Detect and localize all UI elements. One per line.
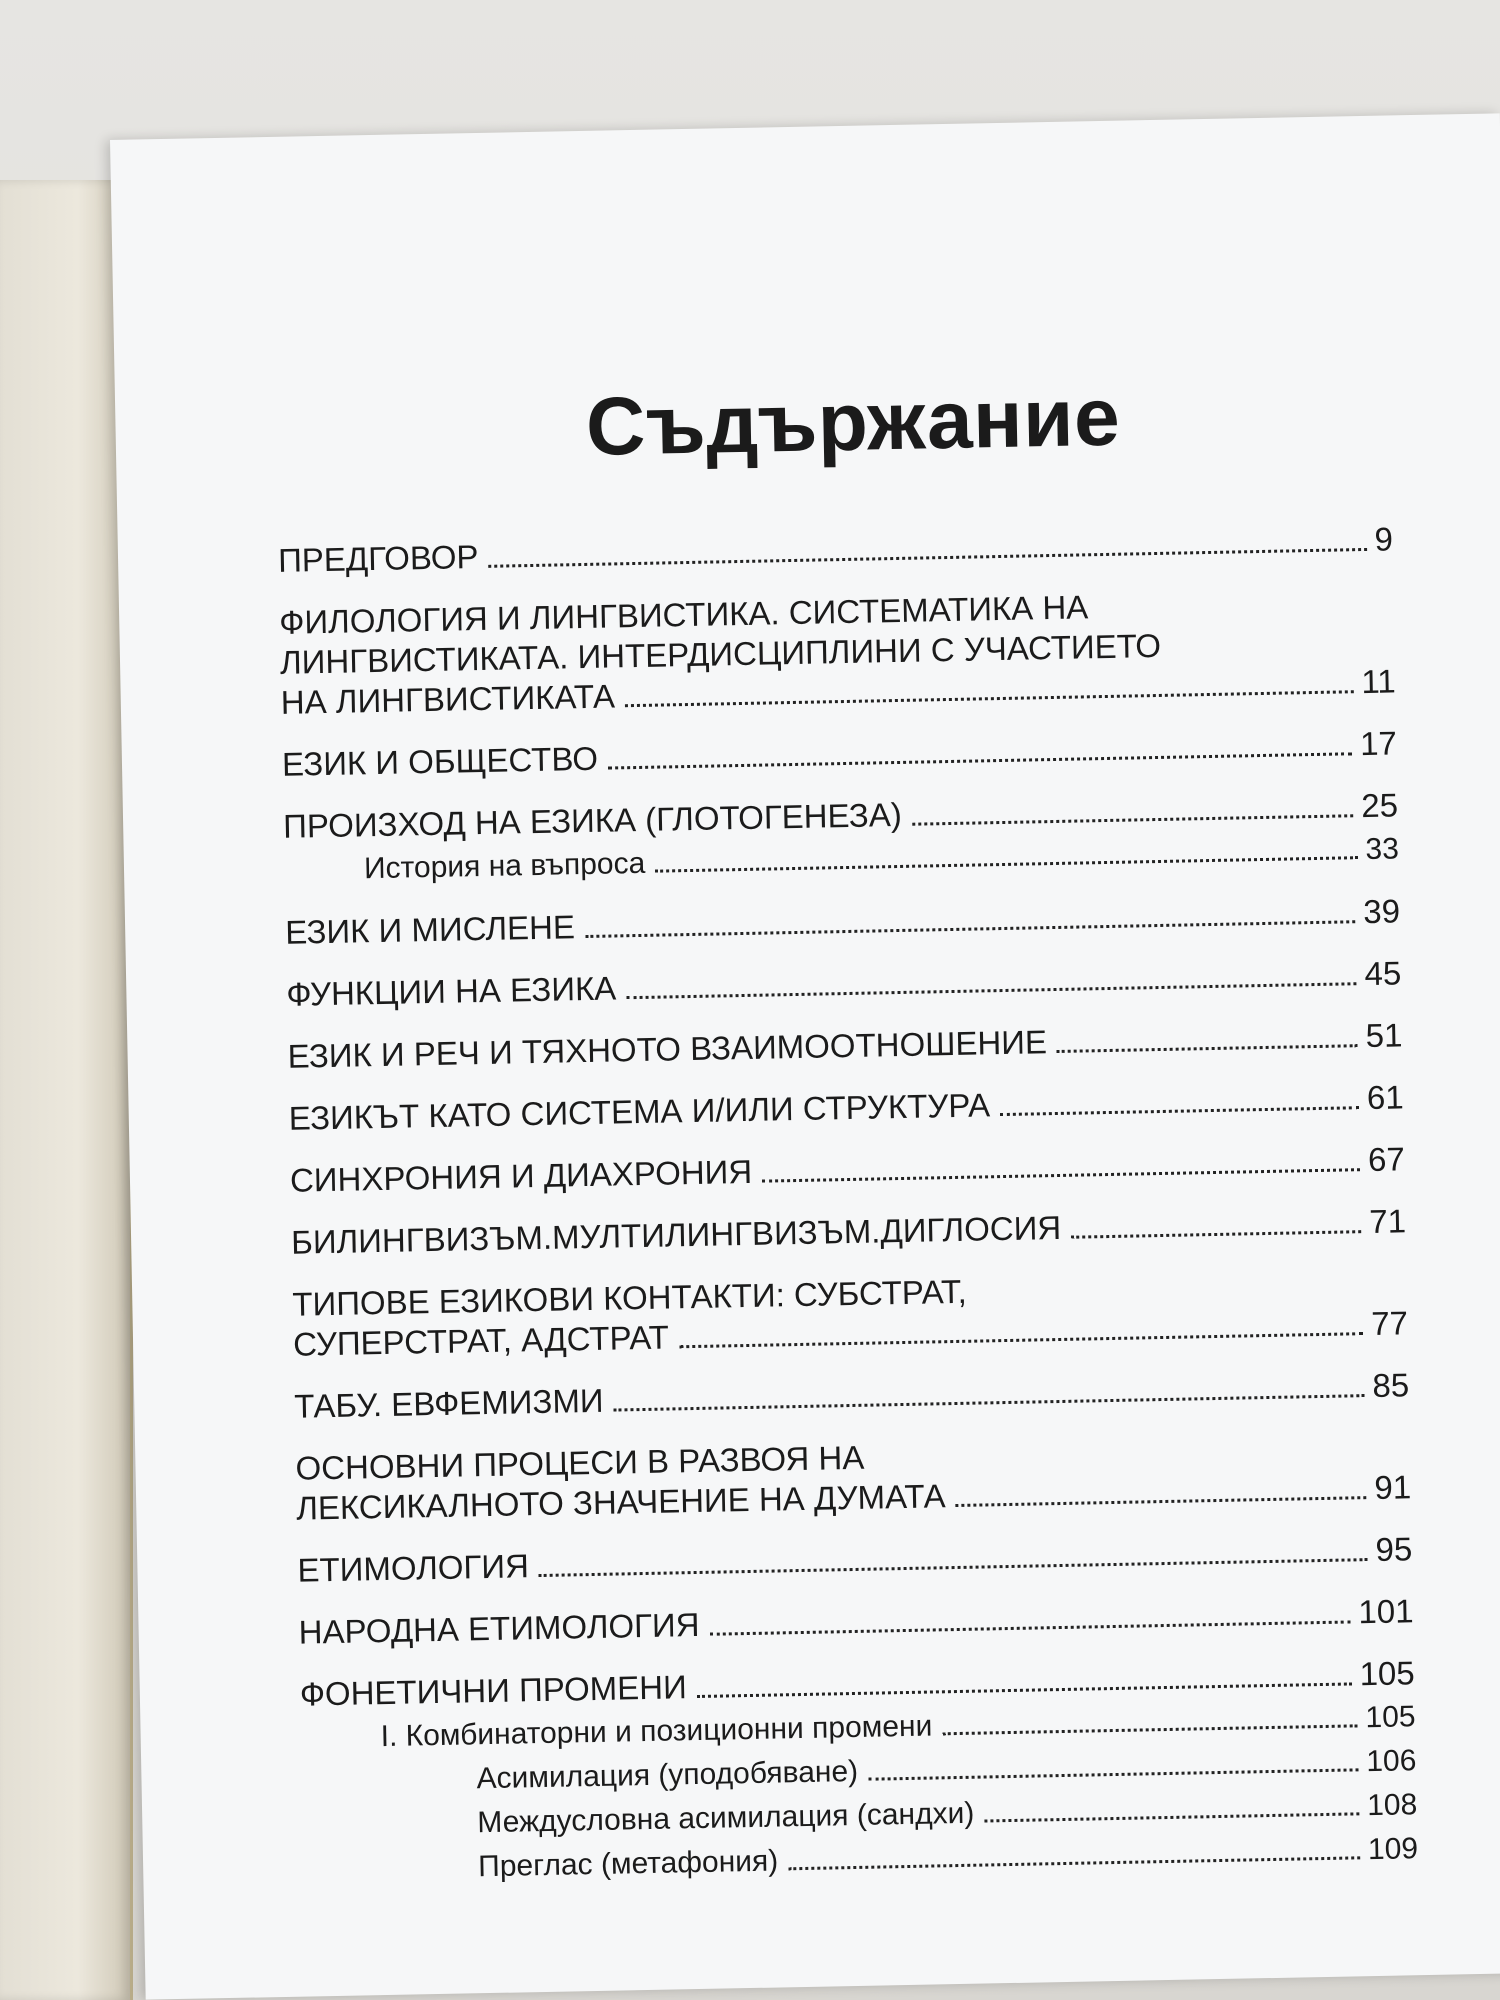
toc-entry <box>292 1263 1408 1364</box>
dot-leader <box>912 814 1354 825</box>
toc-entry <box>287 1015 1403 1076</box>
toc-page-number: 108 <box>1366 1788 1418 1823</box>
left-page-edge <box>0 180 133 2000</box>
toc-entry <box>286 953 1402 1014</box>
toc-entry-title-line: ТИПОВЕ ЕЗИКОВИ КОНТАКТИ: СУБСТРАТ, <box>292 1272 968 1323</box>
toc-entry-title: НА ЛИНГВИСТИКАТА <box>280 677 616 721</box>
toc-entry-row <box>282 723 1398 784</box>
toc-entry-title: История на въпроса <box>363 846 646 886</box>
toc-page-number: 105 <box>1365 1700 1416 1735</box>
toc-entry-title: БИЛИНГВИЗЪМ.МУЛТИЛИНГВИЗЪМ.ДИГЛОСИЯ <box>290 1208 1062 1261</box>
toc-entries <box>278 519 1419 1890</box>
toc-entry-title: ФУНКЦИИ НА ЕЗИКА <box>286 969 617 1013</box>
dot-leader <box>762 1168 1360 1182</box>
toc-entry-row <box>287 1015 1403 1076</box>
toc-page-number: 51 <box>1365 1016 1403 1055</box>
toc-entry-title: ЕЗИК И РЕЧ И ТЯХНОТО ВЗАИМООТНОШЕНИЕ <box>287 1023 1048 1075</box>
toc-page-number: 25 <box>1360 786 1399 825</box>
toc-page-number: 61 <box>1366 1078 1404 1117</box>
toc-page-number: 11 <box>1361 662 1396 701</box>
dot-leader <box>710 1620 1351 1635</box>
toc-entry-title: ЕЗИКЪТ КАТО СИСТЕМА И/ИЛИ СТРУКТУРА <box>288 1086 991 1137</box>
toc-page-number: 105 <box>1359 1654 1416 1693</box>
book-page <box>110 113 1500 1999</box>
dot-leader <box>942 1724 1357 1735</box>
dot-leader <box>489 548 1367 568</box>
dot-leader <box>539 1558 1368 1577</box>
toc-page-number: 33 <box>1365 832 1400 867</box>
toc-page-number: 17 <box>1359 724 1398 763</box>
toc-page-number: 95 <box>1375 1530 1413 1568</box>
toc-entry-title: ПРЕДГОВОР <box>277 538 479 579</box>
toc-page-number: 109 <box>1367 1832 1419 1867</box>
toc-page-number: 91 <box>1374 1468 1412 1506</box>
dot-leader <box>626 982 1356 999</box>
table-of-contents <box>275 365 1419 1890</box>
toc-entry-title: СИНХРОНИЯ И ДИАХРОНИЯ <box>289 1152 753 1199</box>
toc-entry-title: ЛЕКСИКАЛНОТО ЗНАЧЕНИЕ НА ДУМАТА <box>295 1477 946 1527</box>
dot-leader <box>614 1394 1365 1411</box>
toc-entry-title-line: ЛИНГВИСТИКАТА. ИНТЕРДИСЦИПЛИНИ С УЧАСТИЕТО <box>279 626 1162 681</box>
toc-page-number: 77 <box>1370 1304 1409 1343</box>
toc-entry <box>285 891 1401 952</box>
toc-entry-title: ТАБУ. ЕВФЕМИЗМИ <box>293 1381 604 1425</box>
toc-entry-title: I. Комбинаторни и позиционни промени <box>380 1709 933 1754</box>
toc-entry <box>288 1077 1404 1138</box>
toc-entry-title: ЕЗИК И МИСЛЕНЕ <box>284 908 576 951</box>
toc-page-number: 9 <box>1374 520 1394 558</box>
dot-leader <box>956 1496 1367 1507</box>
toc-page-number: 85 <box>1372 1366 1410 1404</box>
toc-entry-title-line: ФИЛОЛОГИЯ И ЛИНГВИСТИКА. СИСТЕМАТИКА НА <box>278 588 1089 641</box>
toc-entry-row <box>288 1077 1404 1138</box>
toc-entry-title: Асимилация (уподобяване) <box>476 1754 859 1796</box>
toc-entry <box>291 1201 1407 1262</box>
dot-leader <box>585 920 1356 938</box>
dot-leader <box>697 1682 1352 1698</box>
toc-page-number: 101 <box>1358 1592 1414 1631</box>
toc-entry-title: ЕТИМОЛОГИЯ <box>297 1547 530 1589</box>
toc-entry-row <box>291 1201 1407 1262</box>
toc-page-number: 45 <box>1364 954 1402 993</box>
toc-entry-row <box>298 1591 1414 1652</box>
toc-page-number: 39 <box>1362 892 1401 931</box>
dot-leader <box>1071 1230 1361 1239</box>
toc-entry-title: НАРОДНА ЕТИМОЛОГИЯ <box>298 1605 700 1651</box>
toc-entry <box>290 1139 1406 1200</box>
toc-entry-row <box>297 1529 1413 1590</box>
toc-entry <box>298 1591 1414 1652</box>
page-title: Съдържание <box>585 371 1121 473</box>
toc-entry-title-line: ОСНОВНИ ПРОЦЕСИ В РАЗВОЯ НА <box>295 1438 865 1487</box>
dot-leader <box>984 1812 1359 1822</box>
toc-page-number: 71 <box>1368 1202 1407 1241</box>
toc-entry-title: Междусловна асимилация (сандхи) <box>477 1796 975 1840</box>
toc-entry <box>282 723 1398 784</box>
toc-page-number: 106 <box>1365 1744 1417 1779</box>
dot-leader <box>608 752 1352 769</box>
toc-entry-title: СУПЕРСТРАТ, АДСТРАТ <box>292 1318 670 1363</box>
dot-leader <box>1000 1106 1359 1116</box>
toc-entry-title: ПРОИЗХОД НА ЕЗИКА (ГЛОТОГЕНЕЗА) <box>282 795 903 845</box>
toc-entry-title: ЕЗИК И ОБЩЕСТВО <box>281 739 599 783</box>
dot-leader <box>655 856 1357 872</box>
toc-entry-row <box>286 953 1402 1014</box>
toc-page-number: 67 <box>1367 1140 1406 1179</box>
toc-entry <box>278 519 1394 580</box>
toc-entry-row <box>278 519 1394 580</box>
toc-entry-row <box>290 1139 1406 1200</box>
dot-leader <box>679 1332 1363 1348</box>
toc-entry-row <box>285 891 1401 952</box>
toc-entry <box>297 1529 1413 1590</box>
toc-entry-title: Преглас (метафония) <box>477 1844 779 1884</box>
dot-leader <box>868 1768 1358 1780</box>
dot-leader <box>1057 1044 1358 1053</box>
toc-entry <box>295 1427 1411 1528</box>
toc-entry <box>294 1365 1410 1426</box>
dot-leader <box>788 1856 1360 1870</box>
dot-leader <box>625 690 1353 707</box>
toc-entry-row <box>294 1365 1410 1426</box>
toc-entry-title: ФОНЕТИЧНИ ПРОМЕНИ <box>299 1668 688 1713</box>
toc-entry <box>279 581 1396 722</box>
